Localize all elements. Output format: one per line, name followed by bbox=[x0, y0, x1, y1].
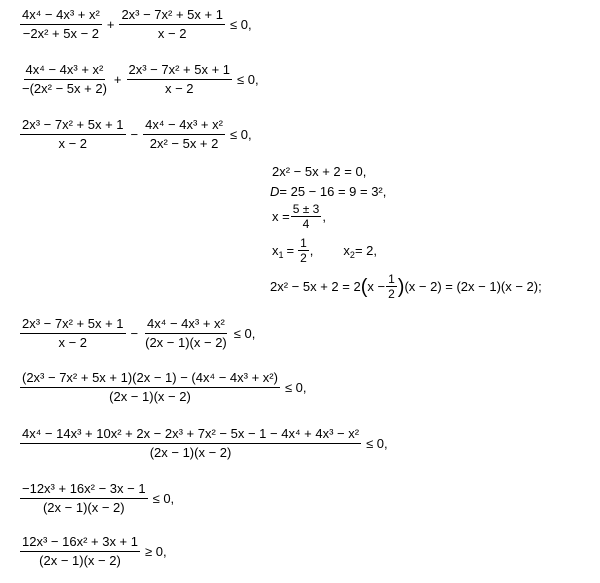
aside-roots: x 1 = $\frac{1}{2}$ , x 2 = 2, bbox=[272, 236, 377, 265]
operator: − bbox=[130, 127, 139, 142]
fraction: $\frac{\text{−12x³ + 16x² − 3x − 1}}{(2x - 1)(x - 2)}$ bbox=[22, 481, 146, 515]
fraction: $\frac{\text{4x⁴ − 4x³ + x²}}{\text{−(2x² − 5x + 2)}}$ bbox=[22, 62, 107, 96]
inequality-tail: ≥ 0, bbox=[144, 544, 167, 559]
fraction: $\frac{\text{4x⁴ − 4x³ + x²}}{\text{2x² − 5x + 2}}$ bbox=[145, 117, 223, 151]
equation-line-1 bbox=[18, 6, 252, 43]
fraction: $\frac{1}{2}$ bbox=[388, 272, 395, 301]
aside-root-formula: x = $\frac{5 \pm 3}{4}$ , bbox=[272, 202, 326, 231]
fraction: $\frac{\text{2x³ − 7x² + 5x + 1}}{x - 2}$ bbox=[121, 7, 223, 41]
fraction: $\frac{\text{2x³ − 7x² + 5x + 1}}{x - 2}$ bbox=[22, 316, 124, 350]
fraction: $\frac{\text{12x³ − 16x² + 3x + 1}}{(2x - 1)(x - 2)}$ bbox=[22, 534, 138, 568]
inequality-tail: ≤ 0, bbox=[152, 491, 175, 506]
aside-factorization: 2x² − 5x + 2 = 2 ( x − $\frac{1}{2}$ ) (x − 2) = (2x − 1)(x − 2); bbox=[270, 272, 542, 301]
inequality-tail: ≤ 0, bbox=[284, 380, 307, 395]
equation-line-5 bbox=[18, 369, 307, 406]
fraction: $\frac{\text{4x⁴ − 4x³ + x²}}{\text{−2x² + 5x − 2}}$ bbox=[22, 7, 100, 41]
fraction: $\frac{5 \pm 3}{4}$ bbox=[292, 202, 320, 231]
inequality-tail: ≤ 0, bbox=[229, 127, 252, 142]
aside-discriminant: D = 25 − 16 = 9 = 3², bbox=[270, 184, 387, 199]
fraction: $\frac{\text{4x⁴ − 14x³ + 10x² + 2x − 2x³ + 7x² − 5x − 1 − 4x⁴ + 4x³ − x²}}{(2x - 1)(x - 2)}$ bbox=[22, 426, 360, 460]
equation-line-2 bbox=[18, 61, 259, 98]
inequality-tail: ≤ 0, bbox=[233, 326, 256, 341]
inequality-tail: ≤ 0, bbox=[229, 17, 252, 32]
inequality-tail: ≤ 0, bbox=[237, 72, 259, 87]
equation-line-8 bbox=[18, 533, 167, 570]
equation-line-7 bbox=[18, 480, 174, 517]
equation-line-6 bbox=[18, 425, 388, 462]
operator: − bbox=[130, 326, 139, 341]
fraction: $\frac{\text{(2x³ − 7x² + 5x + 1)(2x − 1) − (4x⁴ − 4x³ + x²)}}{(2x - 1)(x - 2)}$ bbox=[22, 370, 278, 404]
equation-line-4 bbox=[18, 315, 255, 352]
inequality-tail: ≤ 0, bbox=[366, 436, 388, 451]
equation-line-3 bbox=[18, 116, 252, 153]
operator: + bbox=[113, 72, 122, 87]
fraction: $\frac{\text{4x⁴ − 4x³ + x²}}{(2x - 1)(x - 2)}$ bbox=[145, 316, 227, 350]
fraction: $\frac{1}{2}$ bbox=[300, 236, 307, 265]
aside-quadratic-equation: 2x² − 5x + 2 = 0, bbox=[272, 164, 367, 179]
fraction: $\frac{\text{2x³ − 7x² + 5x + 1}}{x - 2}$ bbox=[22, 117, 124, 151]
operator: + bbox=[106, 17, 115, 32]
fraction: $\frac{\text{2x³ − 7x² + 5x + 1}}{x - 2}$ bbox=[128, 62, 231, 96]
